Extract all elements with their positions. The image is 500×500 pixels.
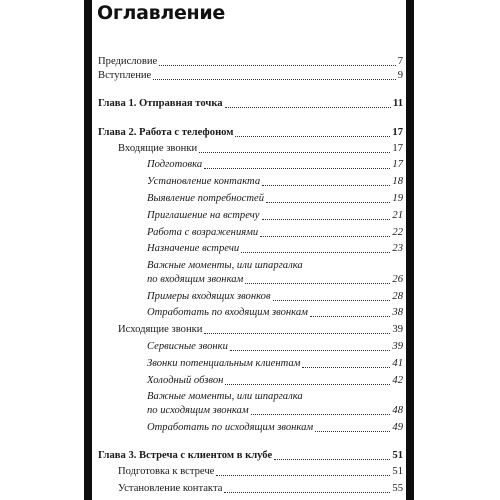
toc-entry-page: 42 (392, 375, 403, 386)
toc-entry-outgoing-cheatsheet[interactable] (147, 405, 403, 417)
toc-entry-label: Исходящие звонки (118, 324, 203, 335)
toc-entry-label: Отработать по исходящим звонкам (147, 422, 314, 433)
toc-entry-label: Выявление потребностей (147, 193, 264, 204)
toc-entry-outgoing-calls[interactable] (118, 324, 403, 336)
toc-entry-label-line1: Важные моменты, или шпаргалка (147, 260, 303, 271)
toc-entry-service-calls[interactable] (147, 341, 403, 353)
toc-entry-label: Глава 1. Отправная точка (98, 98, 223, 109)
toc-entry-page: 21 (392, 210, 403, 221)
toc-entry-chapter-3[interactable] (98, 450, 403, 462)
leader-dots (225, 384, 390, 385)
toc-entry-prospect-calls[interactable] (147, 358, 403, 370)
toc-entry-label: Отработать по входящим звонкам (147, 307, 308, 318)
leader-dots (204, 333, 390, 334)
toc-entry-outgoing-practice[interactable] (147, 422, 403, 434)
toc-entry-label: Установление контакта (147, 176, 261, 187)
toc-entry-page: 23 (392, 243, 403, 254)
toc-entry-page: 51 (392, 466, 403, 477)
toc-entry-preface[interactable] (98, 56, 403, 68)
toc-entry-preparation[interactable] (147, 159, 403, 171)
leader-dots (262, 185, 390, 186)
leader-dots (315, 431, 390, 432)
page-title: Оглавление (97, 2, 225, 24)
leader-dots (251, 414, 391, 415)
leader-dots (230, 350, 390, 351)
toc-entry-label: Назначение встречи (147, 243, 240, 254)
leader-dots (153, 79, 395, 80)
toc-entry-page: 17 (392, 159, 403, 170)
leader-dots (216, 475, 390, 476)
leader-dots (199, 152, 390, 153)
toc-entry-page: 18 (392, 176, 403, 187)
toc-entry-label: Подготовка к встрече (118, 466, 215, 477)
toc-entry-page: 55 (392, 483, 403, 494)
toc-entry-incoming-calls[interactable] (118, 143, 403, 155)
toc-entry-objections[interactable] (147, 227, 403, 239)
toc-entry-appointment[interactable] (147, 243, 403, 255)
toc-entry-label: Примеры входящих звонков (147, 291, 271, 302)
toc-entry-label: Звонки потенциальным клиентам (147, 358, 301, 369)
toc-entry-page: 39 (392, 324, 403, 335)
toc-entry-page: 17 (392, 127, 403, 138)
leader-dots (225, 107, 391, 108)
toc-entry-page: 48 (392, 405, 403, 416)
leader-dots (241, 252, 390, 253)
toc-entry-label: по исходящим звонкам (147, 405, 249, 416)
toc-entry-label: Входящие звонки (118, 143, 198, 154)
toc-entry-label: Предисловие (98, 56, 158, 67)
toc-entry-needs[interactable] (147, 193, 403, 205)
toc-entry-label: Подготовка (147, 159, 203, 170)
toc-entry-label: Холодный обзвон (147, 375, 224, 386)
toc-entry-page: 38 (392, 307, 403, 318)
leader-dots (274, 459, 390, 460)
leader-dots (302, 367, 390, 368)
toc-entry-cold-calls[interactable] (147, 375, 403, 387)
toc-entry-page: 17 (392, 143, 403, 154)
toc-entry-label: по входящим звонкам (147, 274, 244, 285)
toc-entry-label-line1: Важные моменты, или шпаргалка (147, 391, 303, 402)
right-dark-border (406, 0, 414, 500)
toc-entry-page: 11 (392, 98, 403, 109)
toc-entry-page: 49 (392, 422, 403, 433)
toc-entry-page: 39 (392, 341, 403, 352)
toc-page (92, 0, 406, 500)
toc-entry-label: Приглашение на встречу (147, 210, 260, 221)
toc-entry-label: Установление контакта (118, 483, 223, 494)
toc-entry-label: Вступление (98, 70, 152, 81)
toc-entry-page: 7 (397, 56, 403, 67)
toc-entry-page: 19 (392, 193, 403, 204)
leader-dots (159, 65, 395, 66)
toc-entry-invitation[interactable] (147, 210, 403, 222)
toc-entry-label: Глава 3. Встреча с клиентом в клубе (98, 450, 273, 461)
toc-entry-incoming-examples[interactable] (147, 291, 403, 303)
toc-entry-page: 28 (392, 291, 403, 302)
leader-dots (235, 136, 390, 137)
toc-entry-incoming-practice[interactable] (147, 307, 403, 319)
leader-dots (204, 168, 390, 169)
toc-entry-page: 51 (392, 450, 403, 461)
leader-dots (310, 316, 391, 317)
toc-entry-label: Глава 2. Работа с телефоном (98, 127, 234, 138)
leader-dots (245, 283, 390, 284)
toc-entry-chapter-1[interactable] (98, 98, 403, 110)
toc-entry-page: 22 (392, 227, 403, 238)
leader-dots (224, 492, 390, 493)
leader-dots (260, 236, 390, 237)
toc-entry-page: 41 (392, 358, 403, 369)
toc-entry-page: 26 (392, 274, 403, 285)
leader-dots (262, 219, 391, 220)
toc-entry-page: 9 (397, 70, 403, 81)
toc-entry-incoming-cheatsheet[interactable] (147, 274, 403, 286)
toc-entry-contact[interactable] (147, 176, 403, 188)
toc-entry-label: Работа с возражениями (147, 227, 259, 238)
toc-entry-intro[interactable] (98, 70, 403, 82)
toc-entry-meeting-prep[interactable] (118, 466, 403, 478)
leader-dots (273, 300, 391, 301)
toc-entry-chapter-2[interactable] (98, 127, 403, 139)
left-dark-border (84, 0, 92, 500)
leader-dots (266, 202, 390, 203)
toc-entry-label: Сервисные звонки (147, 341, 228, 352)
toc-entry-meeting-contact[interactable] (118, 483, 403, 495)
